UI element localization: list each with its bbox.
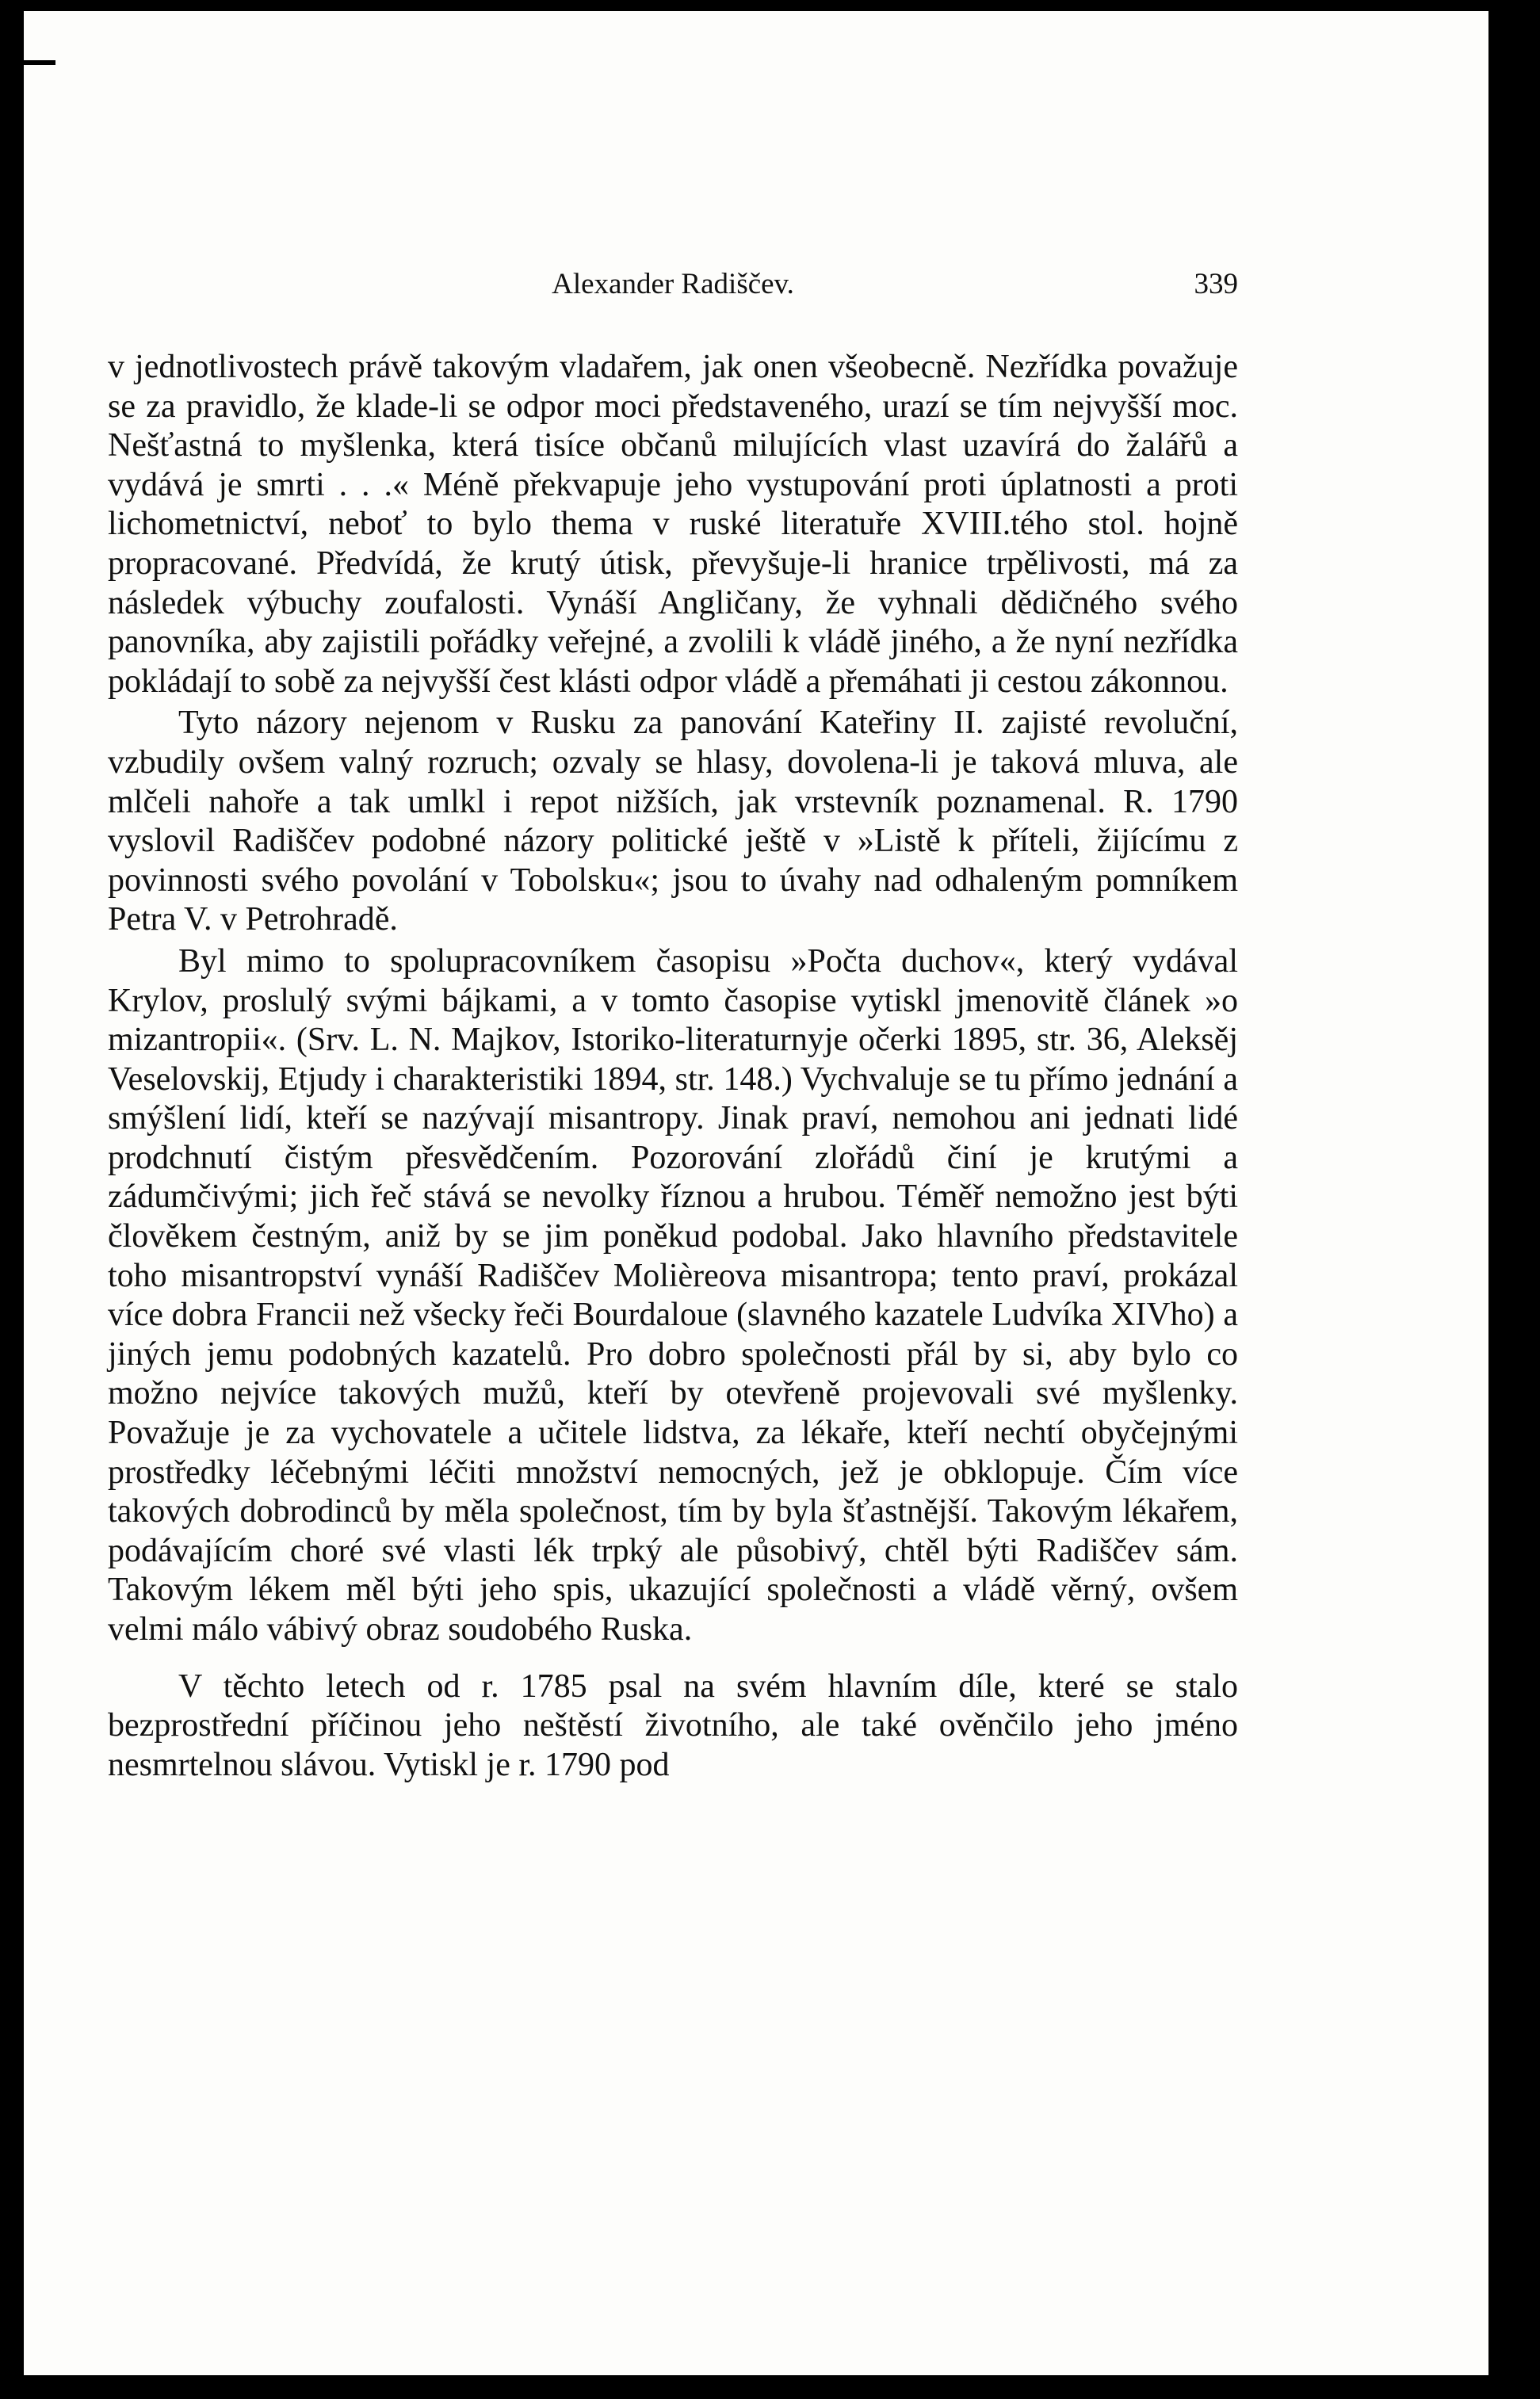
running-title: Alexander Radiščev. [552,268,794,300]
paragraph-2: Tyto názory nejenom v Rusku za panování Kateřiny II. zajisté revoluční, vzbudily ovšem valný rozruch; ozvaly se hlasy, dovolena-li je taková mluva, ale mlčeli nahoře a tak umlkl i repot nižších, jak vrstevník poznamenal. R. 1790 vyslovil Radiščev podobné názory politické ještě v »Listě k příteli, žijícímu z povinnosti svého povolání v Tobolsku«; jsou to úvahy nad odhaleným pomníkem Petra V. v Petrohradě. [108,705,1238,938]
paragraph-1: v jednotlivostech právě takovým vladařem, jak onen všeobecně. Nezřídka považuje se za pravidlo, že klade-li se odpor moci představeného, urazí se tím nejvyšší moc. Nešťastná to myšlenka, která tisíce občanů milujících vlast uzavírá do žalářů a vydává je smrti . . .« Méně překvapuje jeho vystupování proti úplatnosti a proti lichometnictví, neboť to bylo thema v ruské literatuře XVIII.tého stol. hojně propracované. Předvídá, že krutý útisk, převyšuje-li hranice trpělivosti, má za následek výbuchy zoufalosti. Vynáší Angličany, že vyhnali dědičného svého panovníka, aby zajistili pořádky veřejné, a zvolili k vládě jiného, a že nyní nezřídka pokládají to sobě za nejvyšší čest klásti odpor vládě a přemáhati ji cestou zákonnou. [108,349,1238,700]
page-number: 339 [1194,268,1238,300]
book-page [24,11,1488,2375]
scan-edge-mark [24,60,55,65]
page-body [108,348,1238,1785]
paragraph-4: V těchto letech od r. 1785 psal na svém hlavním díle, které se stalo bezprostřední příčinou jeho neštěstí životního, ale také ověnčilo jeho jméno nesmrtelnou slávou. Vytiskl je r. 1790 pod [108,1667,1238,1783]
paragraph-3: Byl mimo to spolupracovníkem časopisu »Počta duchov«, který vydával Krylov, proslulý svými bájkami, a v tomto časopise vytiskl jmenovitě článek »o mizantropii«. (Srv. L. N. Majkov, Istoriko-literaturnyje očerki 1895, str. 36, Aleksěj Veselovskij, Etjudy i charakteristiki 1894, str. 148.) Vychvaluje se tu přímo jednání a smýšlení lidí, kteří se nazývají misantropy. Jinak praví, nemohou ani jednati lidé prodchnutí čistým přesvědčením. Pozorování zlořádů činí je krutými a zádumčivými; jich řeč stává se nevolky říznou a hrubou. Téměř nemožno jest býti člověkem čestným, aniž by se jim poněkud podobal. Jako hlavního představitele toho misantropství vynáší Radiščev Molièreova misantropa; tento praví, prokázal více dobra Francii než všecky řeči Bourdaloue (slavného kazatele Ludvíka XIVho) a jiných jemu podobných kazatelů. Pro dobro společnosti přál by si, aby bylo co možno nejvíce takových mužů, kteří by otevřeně projevovali své myšlenky. Považuje je za vychovatele a učitele lidstva, za lékaře, kteří nechtí obyčejnými prostředky léčebnými léčiti množství nemocných, jež je obklopuje. Čím více takových dobrodinců by měla společnost, tím by byla šťastnější. Takovým lékařem, podávajícím choré své vlasti lék trpký ale působivý, chtěl býti Radiščev sám. Takovým lékem měl býti jeho spis, ukazující společnosti a vládě věrný, ovšem velmi málo vábivý obraz soudobého Ruska. [108,942,1238,1648]
page-header [108,267,1238,315]
